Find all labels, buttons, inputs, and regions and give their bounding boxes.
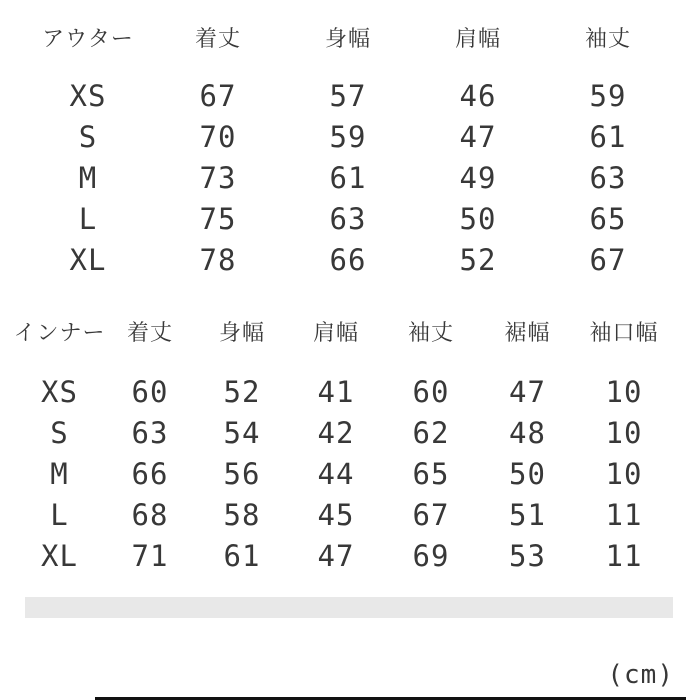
measurement-cell: 67: [199, 78, 237, 113]
column-header-body-length: 着丈: [126, 320, 173, 346]
measurement-cell: 47: [459, 119, 497, 154]
size-label: XS: [69, 78, 107, 113]
measurement-cell: 11: [605, 538, 643, 573]
measurement-cell: 47: [317, 538, 355, 573]
measurement-cell: 53: [509, 538, 546, 573]
measurement-cell: 50: [509, 456, 546, 491]
outer-table-body: [23, 75, 673, 280]
measurement-cell: 46: [459, 78, 497, 113]
measurement-cell: 50: [459, 201, 497, 236]
column-header-sleeve-length: 袖丈: [407, 320, 454, 346]
measurement-cell: 66: [329, 242, 367, 277]
size-label: S: [78, 119, 98, 154]
size-label: S: [50, 415, 69, 450]
column-header-body-width: 身幅: [218, 320, 265, 346]
measurement-cell: 60: [131, 374, 169, 409]
measurement-cell: 52: [459, 242, 497, 277]
measurement-cell: 67: [412, 497, 450, 532]
measurement-cell: 59: [589, 78, 627, 113]
measurement-cell: 11: [605, 497, 643, 532]
measurement-cell: 52: [223, 374, 261, 409]
measurement-cell: 66: [131, 456, 169, 491]
measurement-cell: 47: [509, 374, 546, 409]
measurement-cell: 10: [605, 415, 643, 450]
measurement-cell: 65: [412, 456, 450, 491]
outer-table-title: アウター: [42, 26, 134, 52]
measurement-cell: 56: [223, 456, 261, 491]
column-header-shoulder-width: 肩幅: [312, 320, 359, 346]
divider-bar: [25, 597, 673, 618]
measurement-cell: 68: [131, 497, 169, 532]
size-label: XL: [69, 242, 107, 277]
measurement-cell: 65: [589, 201, 627, 236]
measurement-cell: 61: [589, 119, 627, 154]
inner-table-title: インナー: [13, 320, 106, 346]
size-label: XL: [41, 538, 78, 573]
measurement-cell: 61: [329, 160, 367, 195]
column-header-cuff-width: 袖口幅: [589, 320, 659, 346]
measurement-cell: 69: [412, 538, 450, 573]
column-header-shoulder-width: 肩幅: [454, 26, 501, 52]
measurement-cell: 42: [317, 415, 355, 450]
measurement-cell: 51: [509, 497, 546, 532]
measurement-cell: 48: [509, 415, 546, 450]
measurement-cell: 60: [412, 374, 450, 409]
measurement-cell: 10: [605, 374, 643, 409]
measurement-cell: 44: [317, 456, 355, 491]
measurement-cell: 75: [199, 201, 237, 236]
measurement-cell: 78: [199, 242, 237, 277]
measurement-cell: 45: [317, 497, 355, 532]
unit-label: (cm): [607, 660, 674, 690]
size-label: XS: [41, 374, 78, 409]
column-header-body-length: 着丈: [194, 26, 241, 52]
inner-table-body: [14, 371, 672, 576]
measurement-cell: 70: [199, 119, 237, 154]
column-header-hem-width: 裾幅: [504, 320, 551, 346]
column-header-sleeve-length: 袖丈: [584, 26, 631, 52]
measurement-cell: 61: [223, 538, 261, 573]
size-label: L: [50, 497, 69, 532]
measurement-cell: 63: [589, 160, 627, 195]
measurement-cell: 10: [605, 456, 643, 491]
outer-table-header-row: [23, 20, 673, 54]
measurement-cell: 41: [317, 374, 355, 409]
measurement-cell: 62: [412, 415, 450, 450]
measurement-cell: 63: [329, 201, 367, 236]
size-label: M: [50, 456, 69, 491]
measurement-cell: 54: [223, 415, 261, 450]
measurement-cell: 67: [589, 242, 627, 277]
measurement-cell: 71: [131, 538, 169, 573]
measurement-cell: 49: [459, 160, 497, 195]
size-label: M: [78, 160, 98, 195]
size-label: L: [78, 201, 98, 236]
measurement-cell: 58: [223, 497, 261, 532]
measurement-cell: 57: [329, 78, 367, 113]
inner-table-header-row: [14, 314, 672, 348]
measurement-cell: 63: [131, 415, 169, 450]
measurement-cell: 59: [329, 119, 367, 154]
measurement-cell: 73: [199, 160, 237, 195]
column-header-body-width: 身幅: [324, 26, 371, 52]
